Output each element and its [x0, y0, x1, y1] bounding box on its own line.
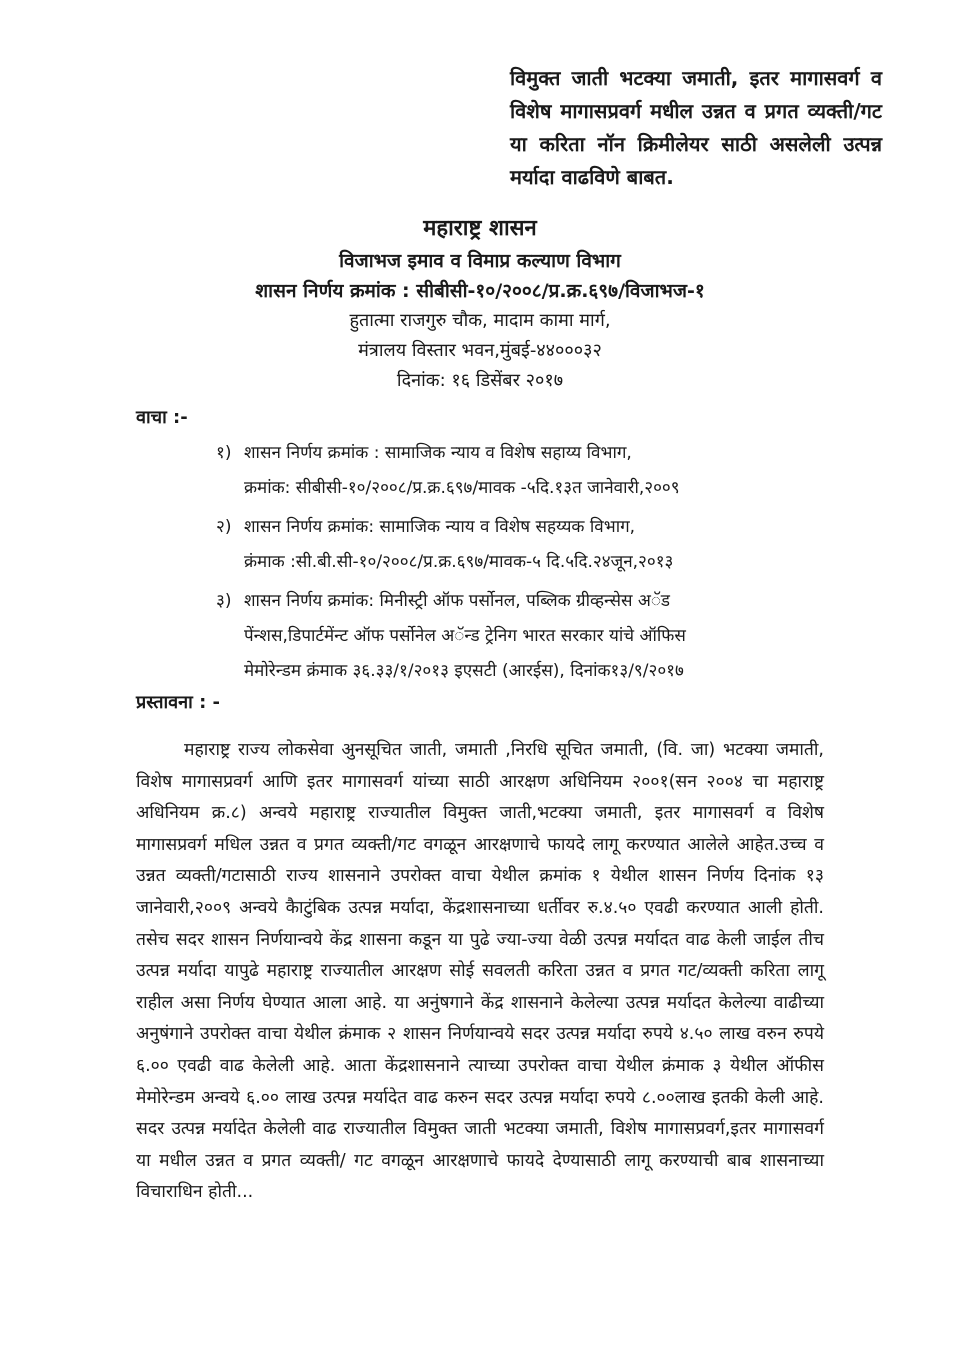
reference-line: पेंन्शस,डिपार्टमेंन्ट ऑफ पर्सोनेल अॅन्ड ट्रेनिग भारत सरकार यांचे ऑफिस: [244, 626, 686, 646]
reference-number: २): [216, 517, 232, 537]
document-date: दिनांक: १६ डिसेंबर २०१७: [396, 370, 564, 391]
reference-line: क्रमांक: सीबीसी-१०/२००८/प्र.क्र.६९७/मावक -५दि.१३त जानेवारी,२००९: [244, 478, 680, 498]
reference-number: ३): [216, 591, 232, 611]
reference-line: शासन निर्णय क्रमांक : सामाजिक न्याय व विशेष सहाय्य विभाग,: [244, 443, 632, 463]
address-line-2: मंत्रालय विस्तार भवन,मुंबई-४४०००३२: [358, 340, 602, 361]
reference-number: १): [216, 443, 232, 463]
department-name: विजाभज इमाव व विमाप्र कल्याण विभाग: [339, 250, 621, 272]
read-section-label: वाचा :-: [136, 407, 188, 428]
reference-list: [136, 436, 856, 693]
reference-line: शासन निर्णय क्रमांक: सामाजिक न्याय व विशेष सहय्यक विभाग,: [244, 517, 636, 537]
preamble-label: प्रस्तावना : -: [136, 692, 221, 713]
reference-line: क्रंमाक :सी.बी.सी-१०/२००८/प्र.क्र.६९७/मावक-५ दि.५दि.२४जून,२०१३: [244, 552, 674, 572]
address-line-1: हुतात्मा राजगुरु चौक, मादाम कामा मार्ग,: [349, 310, 611, 331]
gr-number: शासन निर्णय क्रमांक : सीबीसी-१०/२००८/प्र.क्र.६९७/विजाभज-१: [255, 280, 705, 302]
reference-item: [136, 510, 856, 580]
reference-line: मेमोरेन्डम क्रंमाक ३६.३३/१/२०१३ इएसटी (आरईस), दिनांक१३/९/२०१७: [244, 661, 684, 681]
letterhead: [200, 212, 760, 396]
reference-line: शासन निर्णय क्रमांक: मिनीस्ट्री ऑफ पर्सोनल, पब्लिक ग्रीव्हन्सेस अॅड: [244, 591, 671, 611]
reference-item: [136, 436, 856, 506]
subject-heading: विमुक्त जाती भटक्या जमाती, इतर मागासवर्ग व विशेष मागासप्रवर्ग मधील उन्नत व प्रगत व्यक्ती/गट या करिता नॉन क्रिमीलेयर साठी असलेली उत्पन्न मर्यादा वाढविणे बाबत.: [510, 66, 882, 189]
reference-item: [136, 584, 856, 689]
government-title: महाराष्ट्र शासन: [423, 216, 537, 241]
preamble-paragraph: महाराष्ट्र राज्य लोकसेवा अुनसूचित जाती, जमाती ,निरधि सूचित जमाती, (वि. जा) भटक्या जमाती, विशेष मागासप्रवर्ग आणि इतर मागासवर्ग यांच्या साठी आरक्षण अधिनियम २००१(सन २००४ चा महाराष्ट्र अधिनियम क्र.८) अन्वये महाराष्ट्र राज्यातील विमुक्त जाती,भटक्या जमाती, इतर मागासवर्ग व विशेष मागासप्रवर्ग मधिल उन्नत व प्रगत व्यक्ती/गट वगळून आरक्षणाचे फायदे लागू करण्यात आलेले आहेत.उच्च व उन्नत व्यक्ती/गटासाठी राज्य शासनाने उपरोक्त वाचा येथील क्रमांक १ येथील शासन निर्णय दिनांक १३ जानेवारी,२००९ अन्वये कैाटुंबिक उत्पन्न मर्यादा, केंद्रशासनाच्या धर्तीवर रु.४.५० एवढी करण्यात आली होती. तसेच सदर शासन निर्णयान्वये केंद्र शासना कडून या पुढे ज्या-ज्या वेळी उत्पन्न मर्यादत वाढ केली जाईल तीच उत्पन्न मर्यादा यापुढे महाराष्ट्र राज्यातील आरक्षण सोई सवलती करिता उन्नत व प्रगत गट/व्यक्ती करिता लागू राहील असा निर्णय घेण्यात आला आहे. या अनुंषगाने केंद्र शासनाने केलेल्या उत्पन्न मर्यादत केलेल्या वाढीच्या अनुषंगाने उपरोक्त वाचा येथील क्रंमाक २ शासन निर्णयान्वये सदर उत्पन्न मर्यादा रुपये ४.५० लाख वरुन रुपये ६.०० एवढी वाढ केलेली आहे. आता केंद्रशासनाने त्याच्या उपरोक्त वाचा येथील क्रंमाक ३ येथील ऑफीस मेमोरेन्डम अन्वये ६.०० लाख उत्पन्न मर्यादेत वाढ करुन सदर उत्पन्न मर्यादा रुपये ८.००लाख इतकी केली आहे. सदर उत्पन्न मर्यादेत केलेली वाढ राज्यातील विमुक्त जाती भटक्या जमाती, विशेष मागासप्रवर्ग,इतर मागासवर्ग या मधील उन्नत व प्रगत व्यक्ती/ गट वगळून आरक्षणाचे फायदे देण्यासाठी लागू करण्याची बाब शासनाच्या विचाराधिन होती...: [136, 740, 824, 1203]
